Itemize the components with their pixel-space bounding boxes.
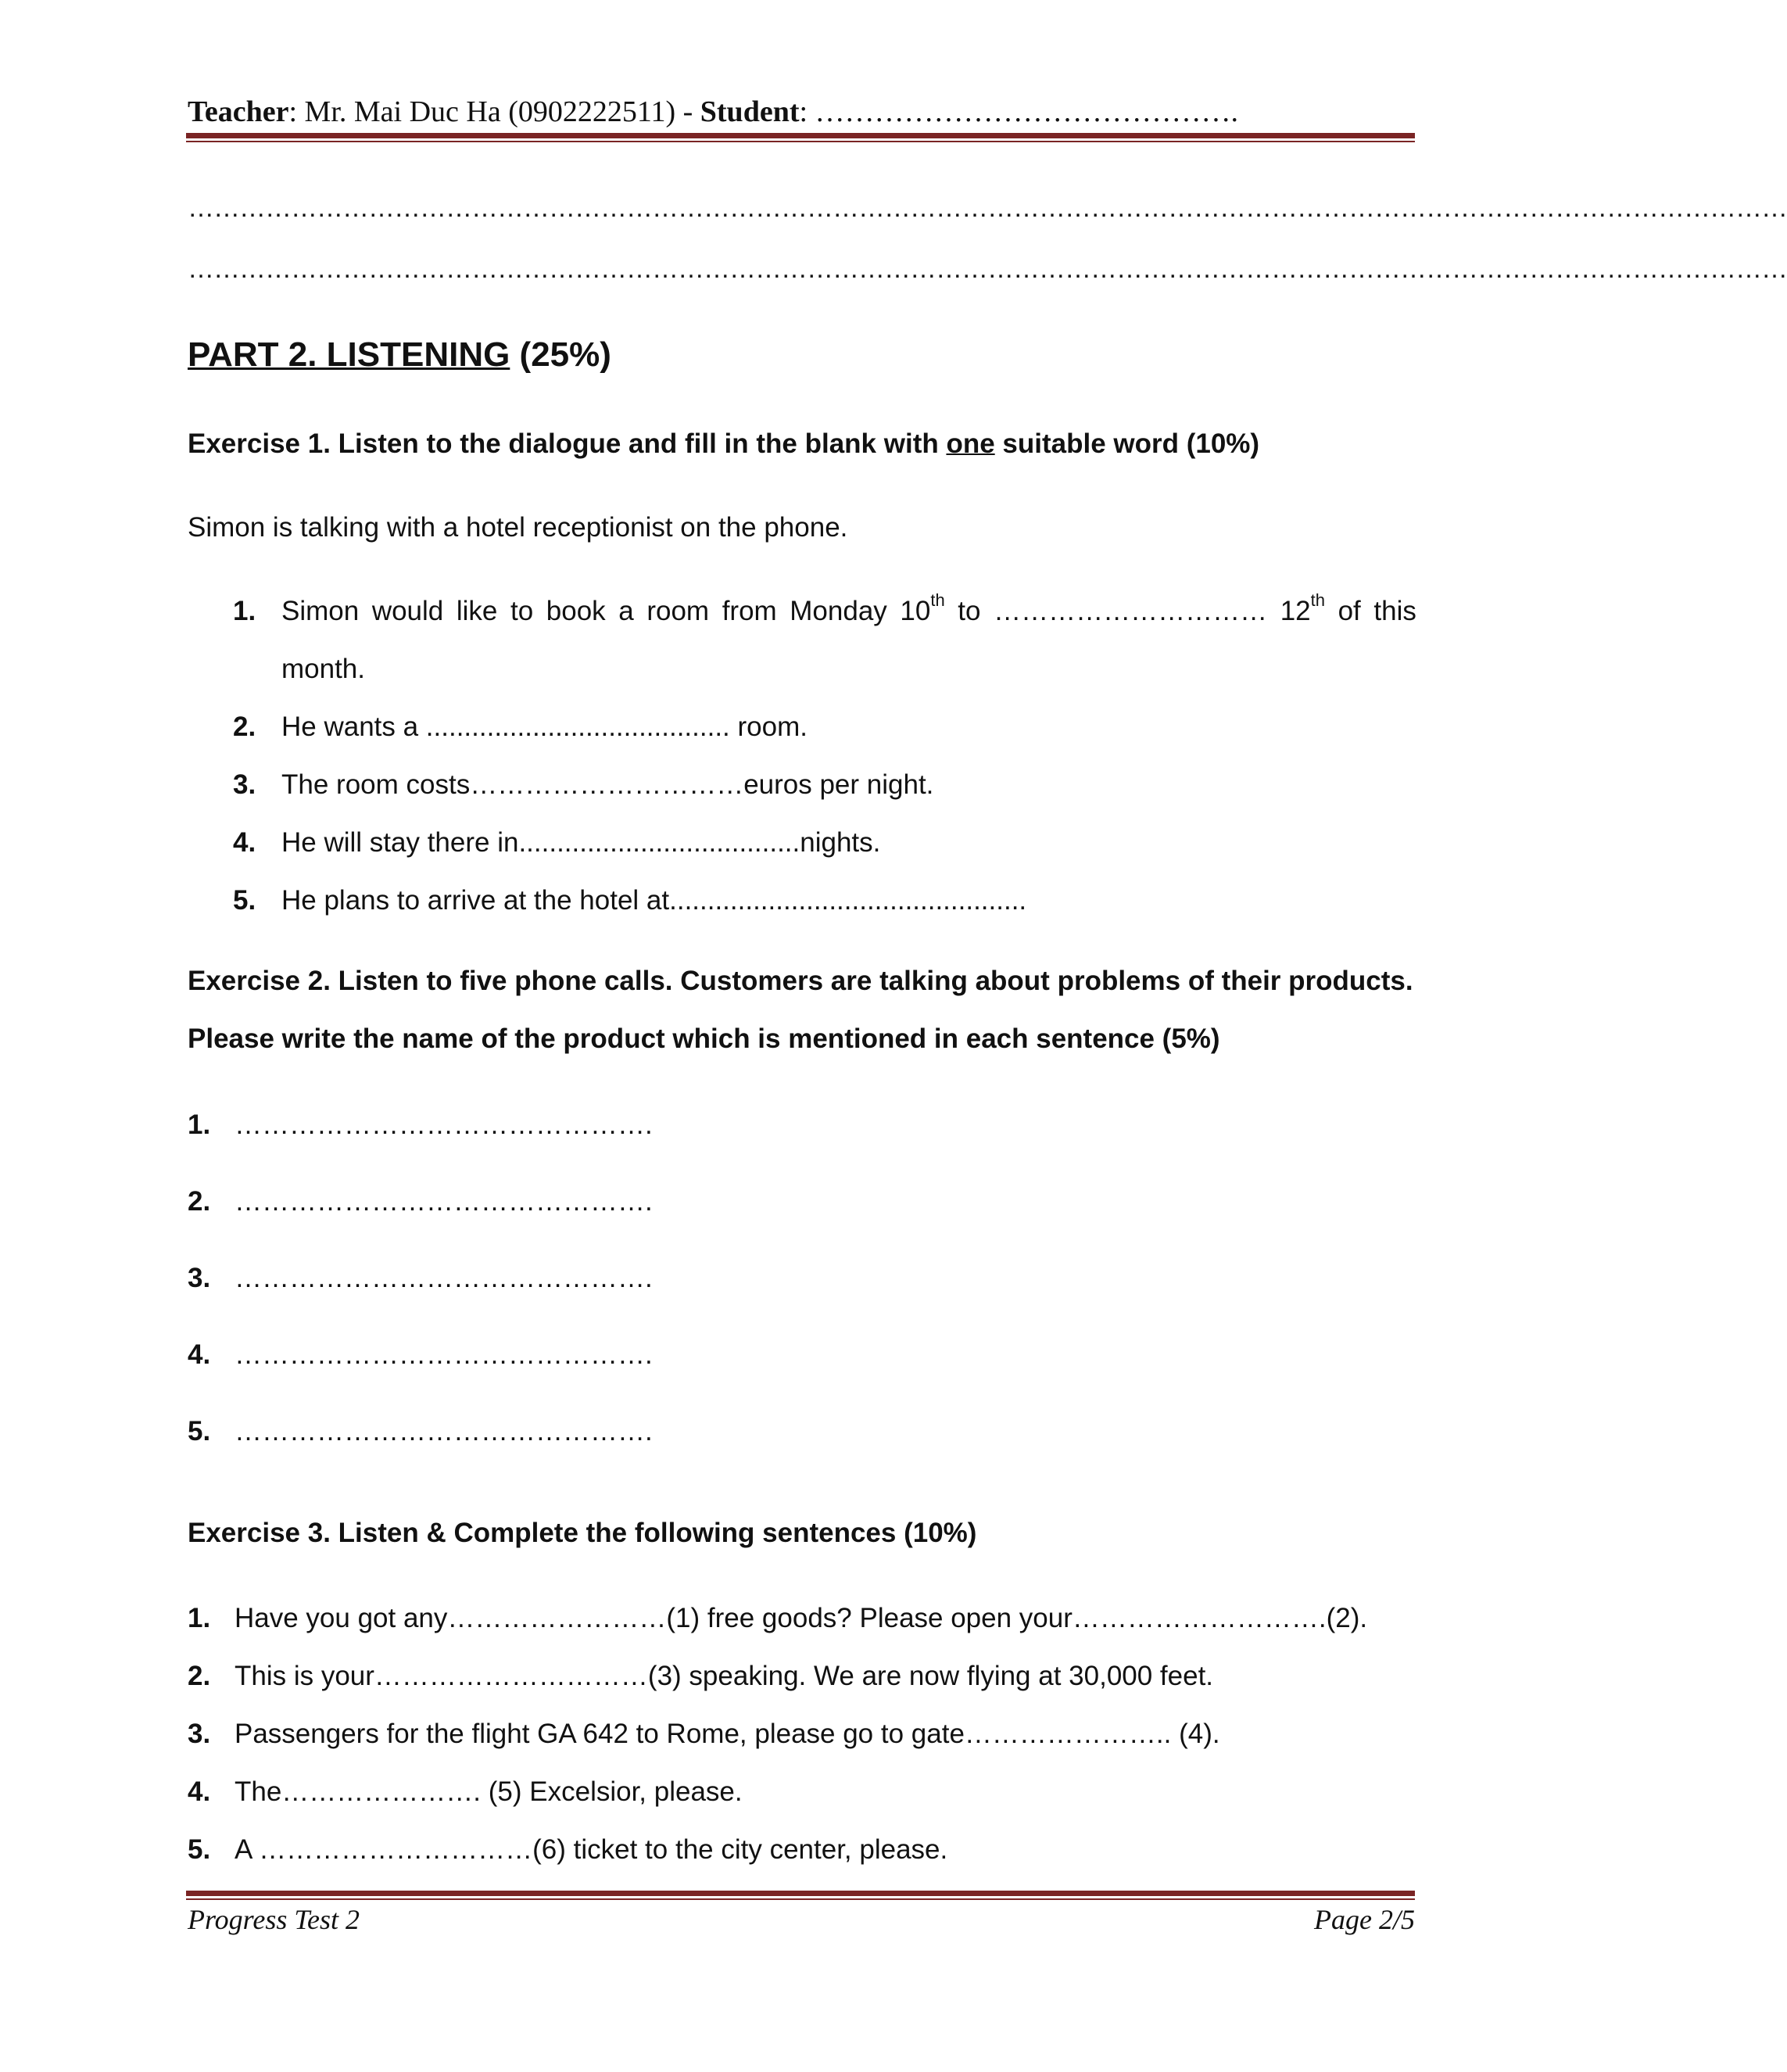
document-page: Teacher: Mr. Mai Duc Ha (0902222511) - Student: ……………………………………. …………………………………………………………………………………………………………………………………………………………………… …………………………………………………………………………………………………………………………………………………………………… PART 2. LISTENING (25%) Exercise 1. Listen to the dialogue and fill in the blank with one suitable word (10%) Simon is talking with a hotel receptionist on the phone. 1. Simon would like to book a room from Monday 10th to ………………………… 12th of this month. 2. He wants a ........................................ room. 3. The room costs…………………………euros per night. 4. He will stay there in.....................................nights. 5. He plans to arrive at the hotel at............................................... Exercise 2. Listen to five phone calls. Customers are talking about problems of their products. Please write the name of the product which is mentioned in each sentence (5%) 1. ………………………………………. 2. ………………………………………. 3. ………………………………………. 4. ………………………………………. 5. ………………………………………. Exercise 3. Listen & Complete the following sentences (10%) 1. Have you got any……………………(1) free goods? Please open your……………………….(2). 2. This is your…………………………(3) speaking. We are now flying at 30,000 feet. 3. Passengers for the flight GA 642 to Rome, please go to gate………………….. (4). 4. The…………………. (5) Excelsior, please. 5. A …………………………(6) ticket to the city center, please. Progress Test 2 Page 2/5 bbox=[0, 0, 1601, 2072]
question-2: 2. He wants a ........................................ room. bbox=[233, 712, 808, 742]
exercise-2-title-line-2: Please write the name of the product which is mentioned in each sentence (5%) bbox=[188, 1023, 1220, 1054]
answer-blank-1[interactable]: ………………………… bbox=[994, 596, 1268, 626]
footer-rule-thick bbox=[186, 1891, 1415, 1896]
question-4: 4. He will stay there in.....................................nights. bbox=[233, 827, 881, 858]
teacher-value: : Mr. Mai Duc Ha (0902222511) - bbox=[288, 95, 700, 128]
answer-blank[interactable]: ………………………………………. bbox=[235, 1263, 653, 1293]
student-value: : ……………………………………. bbox=[799, 95, 1239, 128]
exercise-1-intro: Simon is talking with a hotel receptionist on the phone. bbox=[188, 512, 848, 543]
page-header bbox=[188, 92, 1415, 131]
footer-test-name: Progress Test 2 bbox=[188, 1904, 360, 1935]
answer-blank[interactable]: ………………………………………. bbox=[235, 1339, 653, 1370]
part-title bbox=[188, 332, 611, 378]
teacher-label: Teacher bbox=[188, 95, 289, 128]
exercise-1-title: Exercise 1. Listen to the dialogue and fill in the blank with one suitable word (10%) bbox=[188, 428, 1260, 459]
list-item: 4. The…………………. (5) Excelsior, please. bbox=[188, 1776, 743, 1807]
footer-rule-thin bbox=[186, 1898, 1415, 1900]
question-5: 5. He plans to arrive at the hotel at............................................... bbox=[233, 885, 1027, 916]
list-item: 3. Passengers for the flight GA 642 to Rome, please go to gate………………….. (4). bbox=[188, 1719, 1220, 1749]
part-title-percent: (25%) bbox=[510, 335, 611, 374]
part-title-main: PART 2. LISTENING bbox=[188, 335, 510, 374]
student-label: Student bbox=[700, 95, 800, 128]
question-1: 1. Simon would like to book a room from Monday 10th to ………………………… 12th of this month. bbox=[188, 583, 1416, 698]
exercise-3-title: Exercise 3. Listen & Complete the following sentences (10%) bbox=[188, 1518, 977, 1548]
exercise-1-questions bbox=[188, 583, 1416, 930]
underlined-one: one bbox=[946, 428, 995, 459]
list-item: 5. A …………………………(6) ticket to the city center, please. bbox=[188, 1834, 948, 1865]
answer-blank[interactable]: ………………………………………. bbox=[235, 1186, 653, 1217]
answer-blank[interactable]: ………………………………………. bbox=[235, 1109, 653, 1140]
list-item: 1. Have you got any……………………(1) free goods? Please open your……………………….(2). bbox=[188, 1603, 1368, 1633]
question-3: 3. The room costs…………………………euros per night. bbox=[233, 769, 934, 800]
header-rule-thin bbox=[186, 141, 1415, 142]
header-rule-thick bbox=[186, 133, 1415, 138]
answer-line-2: …………………………………………………………………………………………………………………………………………………………………… bbox=[188, 254, 1787, 284]
exercise-2-title-line-1: Exercise 2. Listen to five phone calls. Customers are talking about problems of their products. bbox=[188, 966, 1413, 996]
footer-page-number: Page 2/5 bbox=[1314, 1904, 1415, 1935]
answer-blank[interactable]: ………………………………………. bbox=[235, 1416, 653, 1446]
answer-line-1: …………………………………………………………………………………………………………………………………………………………………… bbox=[188, 193, 1787, 223]
exercise-3-sentences bbox=[188, 1590, 1416, 1879]
list-item: 2. This is your…………………………(3) speaking. We are now flying at 30,000 feet. bbox=[188, 1661, 1214, 1691]
